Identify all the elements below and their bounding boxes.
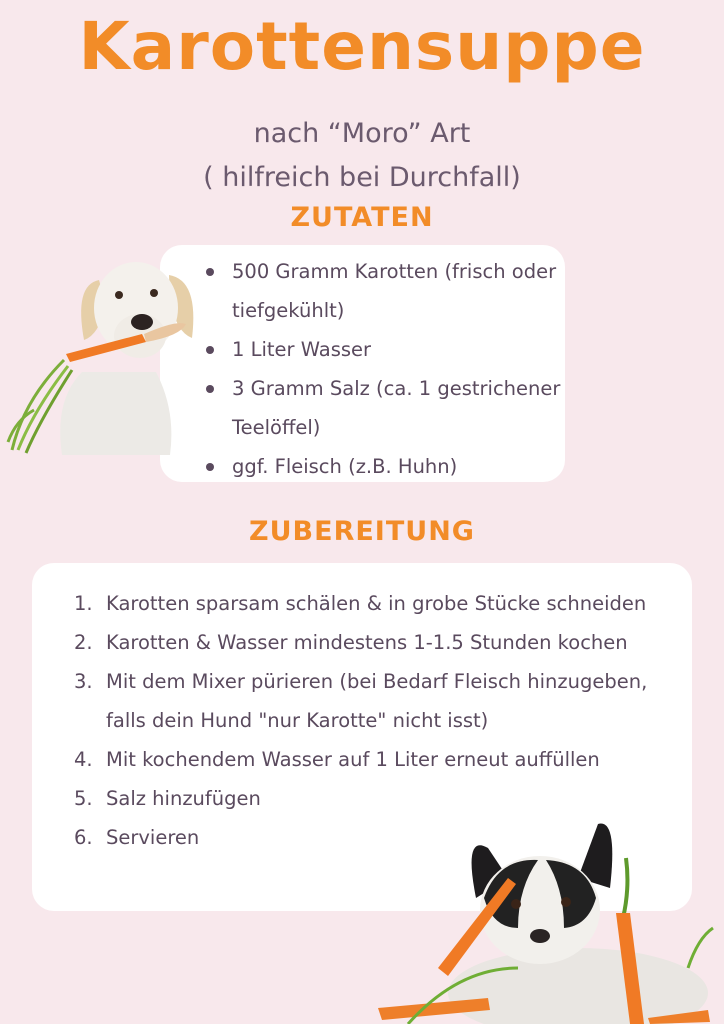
subtitle-line-1: nach “Moro” Art <box>253 118 471 149</box>
step-text: Mit kochendem Wasser auf 1 Liter erneut auffüllen <box>106 748 600 771</box>
step-text: Salz hinzufügen <box>106 787 261 810</box>
list-item: ggf. Fleisch (z.B. Huhn) <box>204 447 564 486</box>
list-item: 3 Gramm Salz (ca. 1 gestrichener Teelöffel) <box>204 369 564 447</box>
step-number: 6. <box>74 826 93 849</box>
step-number: 3. <box>74 670 93 693</box>
dog-with-carrots-image <box>368 818 720 1024</box>
step-number: 1. <box>74 592 93 615</box>
preparation-heading: ZUBEREITUNG <box>249 516 475 547</box>
list-item <box>74 740 684 779</box>
preparation-steps <box>74 584 684 857</box>
step-number: 4. <box>74 748 93 771</box>
step-text: Mit dem Mixer pürieren (bei Bedarf Fleisch hinzugeben, falls dein Hund "nur Karotte" nicht isst) <box>106 670 648 732</box>
ingredients-list <box>204 252 564 486</box>
dog-with-carrot-image <box>4 250 204 455</box>
step-text: Karotten & Wasser mindestens 1-1.5 Stunden kochen <box>106 631 628 654</box>
list-item <box>74 584 684 623</box>
list-item <box>74 662 684 740</box>
list-item <box>74 779 684 818</box>
step-text: Karotten sparsam schälen & in grobe Stücke schneiden <box>106 592 647 615</box>
list-item <box>74 623 684 662</box>
page-title: Karottensuppe <box>78 8 646 85</box>
step-text: Servieren <box>106 826 200 849</box>
step-number: 2. <box>74 631 93 654</box>
ingredients-heading: ZUTATEN <box>290 202 434 233</box>
subtitle-line-2: ( hilfreich bei Durchfall) <box>203 162 521 193</box>
list-item: 1 Liter Wasser <box>204 330 564 369</box>
step-number: 5. <box>74 787 93 810</box>
list-item: 500 Gramm Karotten (frisch oder tiefgekühlt) <box>204 252 564 330</box>
